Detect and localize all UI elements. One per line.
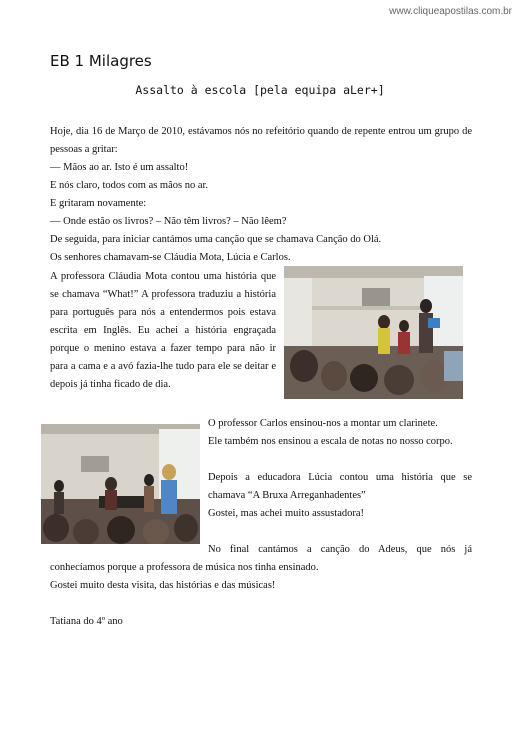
lucia-line: Depois a educadora Lúcia contou uma história que se [208,472,472,483]
carlos-line: Ele também nos ensinou a escala de notas no nosso corpo. [208,436,453,447]
intro-line: E gritaram novamente: [50,198,147,209]
carlos-line: O professor Carlos ensinou-nos a montar um clarinete. [208,418,438,429]
claudia-line: porque o menino estava a fazer tempo para não ir [50,343,276,354]
claudia-line: A professora Cláudia Mota contou uma história que [50,271,276,282]
author-signature: Tatiana do 4º ano [50,616,123,627]
storytelling-photo [284,266,463,399]
intro-line: Os senhores chamavam-se Cláudia Mota, Lúcia e Carlos. [50,252,291,263]
closing-line: conhecíamos porque a professora de música nos tinha ensinado. [50,562,319,573]
intro-line: E nós claro, todos com as mãos no ar. [50,180,209,191]
intro-line: pessoas a gritar: [50,144,118,155]
claudia-line: para a cama e a avó fazia-lhe tudo para ele se deitar e [50,361,276,372]
school-name: EB 1 Milagres [50,52,152,70]
claudia-line: se chamava “What!” A professora traduziu a história [50,289,276,300]
lucia-line: Gostei, mas achei muito assustadora! [208,508,365,519]
intro-line: — Mãos ao ar. Isto é um assalto! [50,162,189,173]
intro-line: Hoje, dia 16 de Março de 2010, estávamos nós no refeitório quando de repente entrou um grupo de [50,126,472,137]
closing-line: Gostei muito desta visita, das histórias e das músicas! [50,580,276,591]
lucia-line: chamava “A Bruxa Arreganhadentes” [208,490,366,501]
music-photo [41,424,200,544]
closing-line: No final cantámos a canção do Adeus, que nós já [208,544,472,555]
claudia-line: para português para nós a entendermos pois estava [50,307,276,318]
intro-line: — Onde estão os livros? – Não têm livros? – Não lêem? [50,216,287,227]
article-title: Assalto à escola [pela equipa aLer+] [135,83,385,97]
claudia-line: escrita em Inglês. Eu achei a história engraçada [50,325,276,336]
intro-line: De seguida, para iniciar cantámos uma canção que se chamava Canção do Olá. [50,234,382,245]
site-watermark: www.cliqueapostilas.com.br [389,6,512,17]
claudia-line: depois já tinha ficado de dia. [50,379,171,390]
